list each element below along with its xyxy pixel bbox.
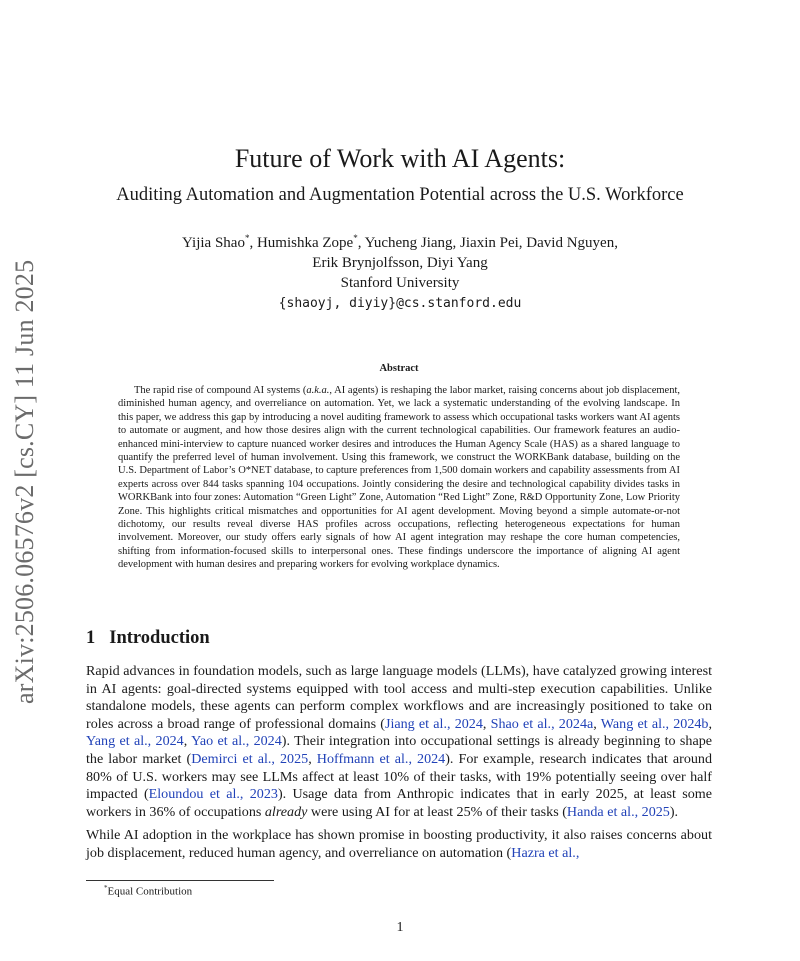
- equal-contribution-mark: *: [244, 233, 250, 244]
- paragraph-text-italic: already: [264, 803, 308, 820]
- affiliation: Stanford University: [340, 275, 460, 292]
- paragraph-text: ). Their integration into occupational settings is already beginning to shape the labor market (: [86, 733, 713, 767]
- author-name: Yijia Shao: [182, 235, 245, 252]
- footnote-mark: *: [104, 884, 108, 892]
- abstract-heading: Abstract: [379, 363, 419, 374]
- page-number: 1: [396, 920, 404, 935]
- author-list: Yijia Shao*, Humishka Zope*, Yucheng Jiang, Jiaxin Pei, David Nguyen, Erik Brynjolfsson, Diyi Yang: [182, 233, 618, 272]
- separator: ,: [482, 715, 491, 732]
- paper-header: [60, 143, 740, 314]
- introduction-section: [86, 628, 712, 869]
- citation-link[interactable]: Yang et al., 2024: [86, 733, 184, 750]
- citation-link[interactable]: Handa et al., 2025: [566, 803, 670, 820]
- abstract-text-italic: a.k.a.: [306, 385, 330, 396]
- paragraph-text: Rapid advances in foundation models, such as large language models (LLMs), have catalyzed growing interest in AI agents: goal-directed systems equipped with tool access and multi-step execution capabilities. Unlike standalone models, these agents can perform complex workflows and are increasingly positioned to take on roles across a broad range of professional domains (: [86, 663, 712, 732]
- abstract-text-part: The rapid rise of compound AI systems (: [134, 385, 307, 396]
- section-number: 1: [86, 628, 96, 648]
- abstract-text-part: , AI agents) is reshaping the labor market, raising concerns about job displacement, diminished human agency, and overreliance on automation. Yet, we lack a systematic understanding of the evolving landscape. In this paper, we address this gap by introducing a novel auditing framework to assess which occupational tasks workers want AI agents to automate or augment, and how those desires align with the current technological capabilities. Our framework features an audio-enhanced mini-interview to capture nuanced worker desires and introduces the Human Agency Scale (HAS) as a shared language to quantify the preferred level of human involvement. Using this framework, we construct the WORKBank database, building on the U.S. Department of Labor’s O*NET database, to capture preferences from 1,500 domain workers and capability assessments from AI experts across over 844 tasks spanning 104 occupations. Jointly considering the desire and technological capability divides tasks in WORKBank into four zones: Automation “Green Light” Zone, Automation “Red Light” Zone, R&D Opportunity Zone, Low Priority Zone. This highlights critical mismatches and opportunities for AI agent development. Moving beyond a simple automate-or-not dichotomy, our results reveal diverse HAS profiles across occupations, reflecting heterogeneous expectations for human involvement. Moreover, our study offers early signals of how AI agent integration may reshape the core human competencies, shifting from information-focused skills to interpersonal ones. These findings underscore the importance of aligning AI agent development with human desires and preparing workers for evolving workplace dynamics.: [118, 385, 680, 571]
- footnote-text: Equal Contribution: [107, 885, 193, 898]
- author-names-line2: Erik Brynjolfsson, Diyi Yang: [312, 255, 488, 272]
- citation-link[interactable]: Yao et al., 2024: [191, 733, 282, 750]
- contact-email[interactable]: {shaoyj, diyiy}@cs.stanford.edu: [278, 296, 522, 312]
- paper-title: Future of Work with AI Agents:: [234, 144, 566, 173]
- abstract-text: [118, 384, 680, 572]
- arxiv-identifier-stamp: arXiv:2506.06576v2 [cs.CY] 11 Jun 2025: [10, 259, 39, 704]
- citation-link[interactable]: Eloundou et al., 2023: [148, 786, 278, 803]
- author-names-rest: Yucheng Jiang, Jiaxin Pei, David Nguyen,: [364, 235, 618, 252]
- citation-link[interactable]: Shao et al., 2024a: [490, 715, 594, 732]
- citation-link[interactable]: Jiang et al., 2024: [384, 715, 483, 732]
- paragraph-text: were using AI for at least 25% of their tasks (: [307, 803, 567, 820]
- intro-paragraph-1: [86, 663, 712, 821]
- paper-subtitle: Auditing Automation and Augmentation Potential across the U.S. Workforce: [116, 185, 684, 206]
- section-heading: [86, 628, 712, 649]
- author-name: Humishka Zope: [256, 235, 354, 252]
- paragraph-text: ). For example, research indicates that around 80% of U.S. workers may see LLMs affect at least 10% of their tasks, with 19% potentially seeing over half impacted (: [86, 750, 713, 803]
- paragraph-text: ). Usage data from Anthropic indicates that in early 2025, at least some workers in 36% of occupations: [86, 786, 713, 820]
- separator: ,: [183, 733, 192, 750]
- citation-link[interactable]: Hoffmann et al., 2024: [316, 750, 446, 767]
- equal-contribution-mark: *: [353, 233, 358, 244]
- footnote: [104, 884, 192, 898]
- paragraph-text: While AI adoption in the workplace has shown promise in boosting productivity, it also raises concerns about job displacement, reduced human agency, and overreliance on automation (: [86, 827, 712, 861]
- footnote-divider: [86, 880, 274, 881]
- separator: ,: [308, 750, 317, 767]
- separator: ,: [708, 715, 713, 732]
- separator: ,: [593, 715, 601, 732]
- paragraph-text: ).: [669, 803, 679, 820]
- abstract-section: [118, 363, 680, 572]
- intro-paragraph-2: [86, 827, 712, 862]
- citation-link[interactable]: Wang et al., 2024b: [600, 715, 709, 732]
- section-title: Introduction: [109, 628, 210, 648]
- citation-link[interactable]: Demirci et al., 2025: [191, 750, 309, 767]
- citation-link[interactable]: Hazra et al.,: [511, 844, 580, 861]
